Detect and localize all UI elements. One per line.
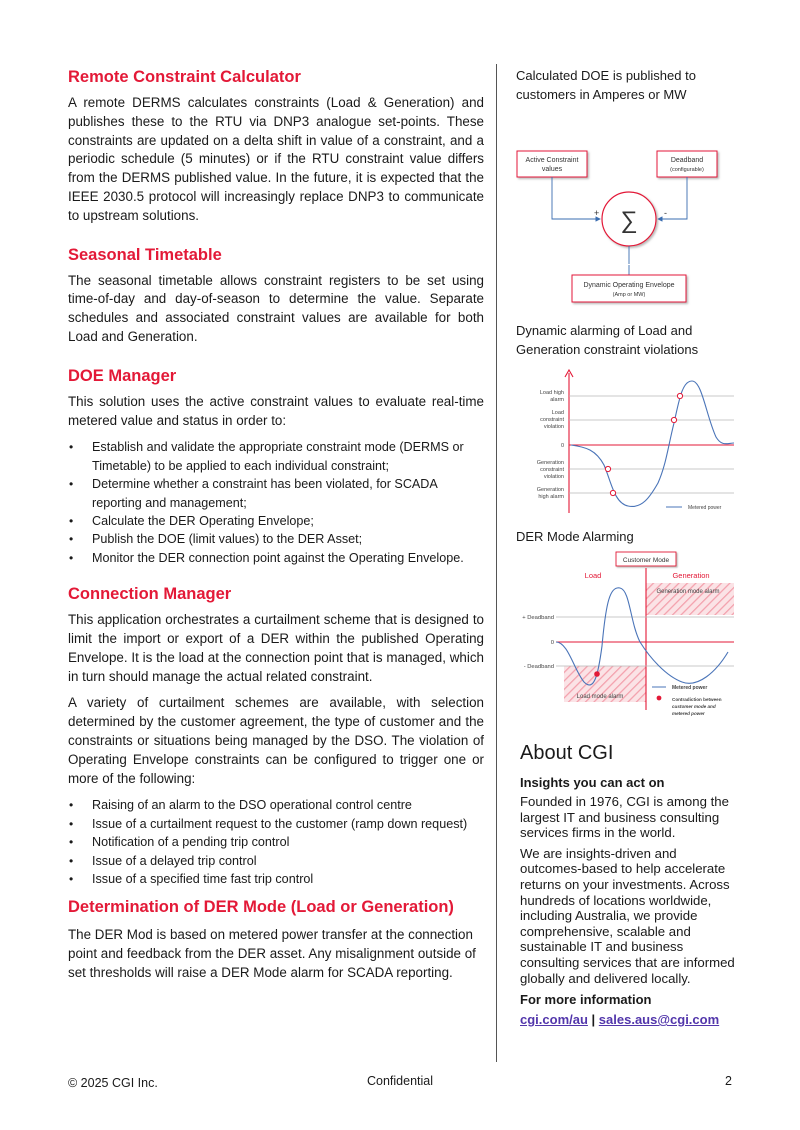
list-item: • Raising of an alarm to the DSO operational control centre <box>68 796 484 814</box>
svg-text:constraint: constraint <box>540 417 564 423</box>
email-link[interactable]: sales.aus@cgi.com <box>598 1012 720 1028</box>
plus-deadband-label: + Deadband <box>522 615 554 621</box>
load-high-marker <box>677 393 682 398</box>
contact-links <box>520 1011 738 1029</box>
generation-alarm-zone <box>646 583 734 615</box>
doe-output-label-2: (Amp or MW) <box>612 292 646 298</box>
connection-manager-list <box>68 796 484 888</box>
customer-mode-label: Customer Mode <box>622 557 670 564</box>
section-title-doe-manager: DOE Manager <box>68 366 177 385</box>
section-body: The seasonal timetable allows constraint registers to be set using time-of-day and day-of-season to determine the value. Separate schedules and associated constraint values are available for both Load and Generation. <box>68 272 484 344</box>
about-paragraph: Founded in 1976, CGI is among the largest IT and business consulting services firms in the world. <box>520 794 729 841</box>
minus-deadband-label: - Deadband <box>523 664 554 670</box>
der-mode-chart <box>516 550 738 730</box>
generation-alarm-label: Generation mode alarm <box>656 589 720 595</box>
website-link[interactable]: cgi.com/au <box>520 1012 588 1028</box>
doe-output-box-wrap <box>516 265 738 313</box>
list-item: • Notification of a pending trip control <box>68 833 484 851</box>
diagram2-caption: Dynamic alarming of Load and Generation constraint violations <box>516 323 699 357</box>
legend-label: Metered power <box>688 505 722 511</box>
link-separator: | <box>587 1012 599 1028</box>
y-labels <box>537 390 565 500</box>
doe-manager-list <box>68 438 484 567</box>
svg-text:customer mode and: customer mode and <box>672 704 716 709</box>
about-heading: Insights you can act on <box>520 775 665 790</box>
load-alarm-label: Load mode alarm <box>576 694 624 700</box>
left-arrow <box>552 177 600 219</box>
list-item: • Calculate the DER Operating Envelope; <box>68 512 484 530</box>
about-section <box>516 774 738 1029</box>
deadband-label-2: (configurable) <box>670 167 704 173</box>
active-constraint-label-2: values <box>541 166 563 173</box>
active-constraint-box <box>517 151 587 177</box>
svg-text:Load: Load <box>551 410 564 416</box>
diagram1-caption: Calculated DOE is published to customers in Amperes or MW <box>516 68 696 102</box>
svg-text:violation: violation <box>543 474 564 480</box>
list-item: • Publish the DOE (limit values) to the DER Asset; <box>68 530 484 548</box>
list-item: • Issue of a specified time fast trip control <box>68 870 484 888</box>
doe-calculation-diagram <box>516 104 738 264</box>
zero-label: 0 <box>550 640 554 646</box>
section-body: A variety of curtailment schemes are available, with selection determined by the customer agreement, the type of customer and the constraints or situations being managed by the DSO. The violation of Operating Envelope constraints can be configured to trigger one or more of the following: <box>68 695 484 786</box>
active-constraint-label-1: Active Constraint <box>525 157 579 164</box>
svg-text:violation: violation <box>543 424 564 430</box>
footer-copyright: © 2025 CGI Inc. <box>68 1076 158 1090</box>
about-paragraph: We are insights-driven and outcomes-based to help accelerate returns on your investments. Across hundreds of locations worldwide, including Australia, we provide comprehensive, scalable and sustainable IT and business consulting services that are informed globally and delivered locally. <box>520 845 735 986</box>
about-title: About CGI <box>520 742 614 764</box>
section-body: This application orchestrates a curtailment scheme that is designed to limit the import or export of a DER within the published Operating Envelope. It is the load at the connection point that is managed, which in turn should manage the actual related constraint. <box>68 612 484 684</box>
section-title-remote-constraint: Remote Constraint Calculator <box>68 68 301 86</box>
svg-text:Generation: Generation <box>536 460 564 466</box>
section-title-seasonal-timetable: Seasonal Timetable <box>68 245 222 264</box>
svg-text:Generation: Generation <box>536 487 564 493</box>
dynamic-alarming-chart <box>516 365 738 515</box>
right-column <box>516 66 738 1029</box>
load-label: Load <box>584 571 602 580</box>
list-item: • Issue of a curtailment request to the customer (ramp down request) <box>68 815 484 833</box>
section-body: This solution uses the active constraint values to evaluate real-time metered value and status in order to: <box>68 393 484 428</box>
doe-output-label-1: Dynamic Operating Envelope <box>583 282 675 289</box>
svg-text:high alarm: high alarm <box>538 494 564 500</box>
list-item: • Monitor the DER connection point against the Operating Envelope. <box>68 549 484 567</box>
gen-violation-marker <box>605 466 610 471</box>
footer-confidential: Confidential <box>367 1074 434 1088</box>
svg-text:0: 0 <box>560 443 564 449</box>
diagram3-caption: DER Mode Alarming <box>516 529 634 544</box>
metered-power-curve <box>571 381 734 506</box>
legend-dot <box>657 696 662 701</box>
svg-text:metered power: metered power <box>672 711 705 716</box>
list-item: • Determine whether a constraint has been violated, for SCADA reporting and management; <box>68 475 484 512</box>
list-item: • Issue of a delayed trip control <box>68 852 484 870</box>
footer-page-number: 2 <box>725 1074 732 1088</box>
minus-sign: - <box>664 208 667 218</box>
generation-label: Generation <box>672 571 710 580</box>
deadband-box <box>657 151 717 177</box>
more-info-heading: For more information <box>520 992 652 1008</box>
load-violation-marker <box>671 417 676 422</box>
left-column <box>68 66 484 991</box>
legend-line-label: Metered power <box>672 685 708 691</box>
deadband-label-1: Deadband <box>670 157 704 164</box>
svg-text:constraint: constraint <box>540 467 564 473</box>
right-arrow <box>658 177 687 219</box>
list-item: • Establish and validate the appropriate constraint mode (DERMS or Timetable) to be applied to each individual constraint; <box>68 438 484 475</box>
column-divider <box>496 64 497 1062</box>
gen-high-marker <box>610 490 615 495</box>
plus-sign: + <box>594 208 600 218</box>
section-title-connection-manager: Connection Manager <box>68 585 232 604</box>
contradiction-marker <box>594 671 600 677</box>
section-body: A remote DERMS calculates constraints (Load & Generation) and publishes these to the RTU via DNP3 analogue set-points. These constraints are updated on a delta shift in value of a constraint, and a periodic schedule (5 minutes) or if the RTU constraint value differs from the DERMS published value. In the future, it is expected that the IEEE 2030.5 protocol will increasingly replace DNP3 to communicate to upstream solutions. <box>68 95 484 223</box>
section-title-der-mode: Determination of DER Mode (Load or Generation) <box>68 898 454 917</box>
svg-text:alarm: alarm <box>550 397 564 403</box>
section-body: The DER Mod is based on metered power transfer at the connection point and feedback from the DER asset. Any misalignment outside of set thresholds will raise a DER Mode alarm for SCADA reporting. <box>68 927 476 980</box>
svg-text:Load high: Load high <box>539 390 564 396</box>
sum-icon: ∑ <box>620 207 638 234</box>
svg-text:Contradiction between: Contradiction between <box>672 697 722 702</box>
